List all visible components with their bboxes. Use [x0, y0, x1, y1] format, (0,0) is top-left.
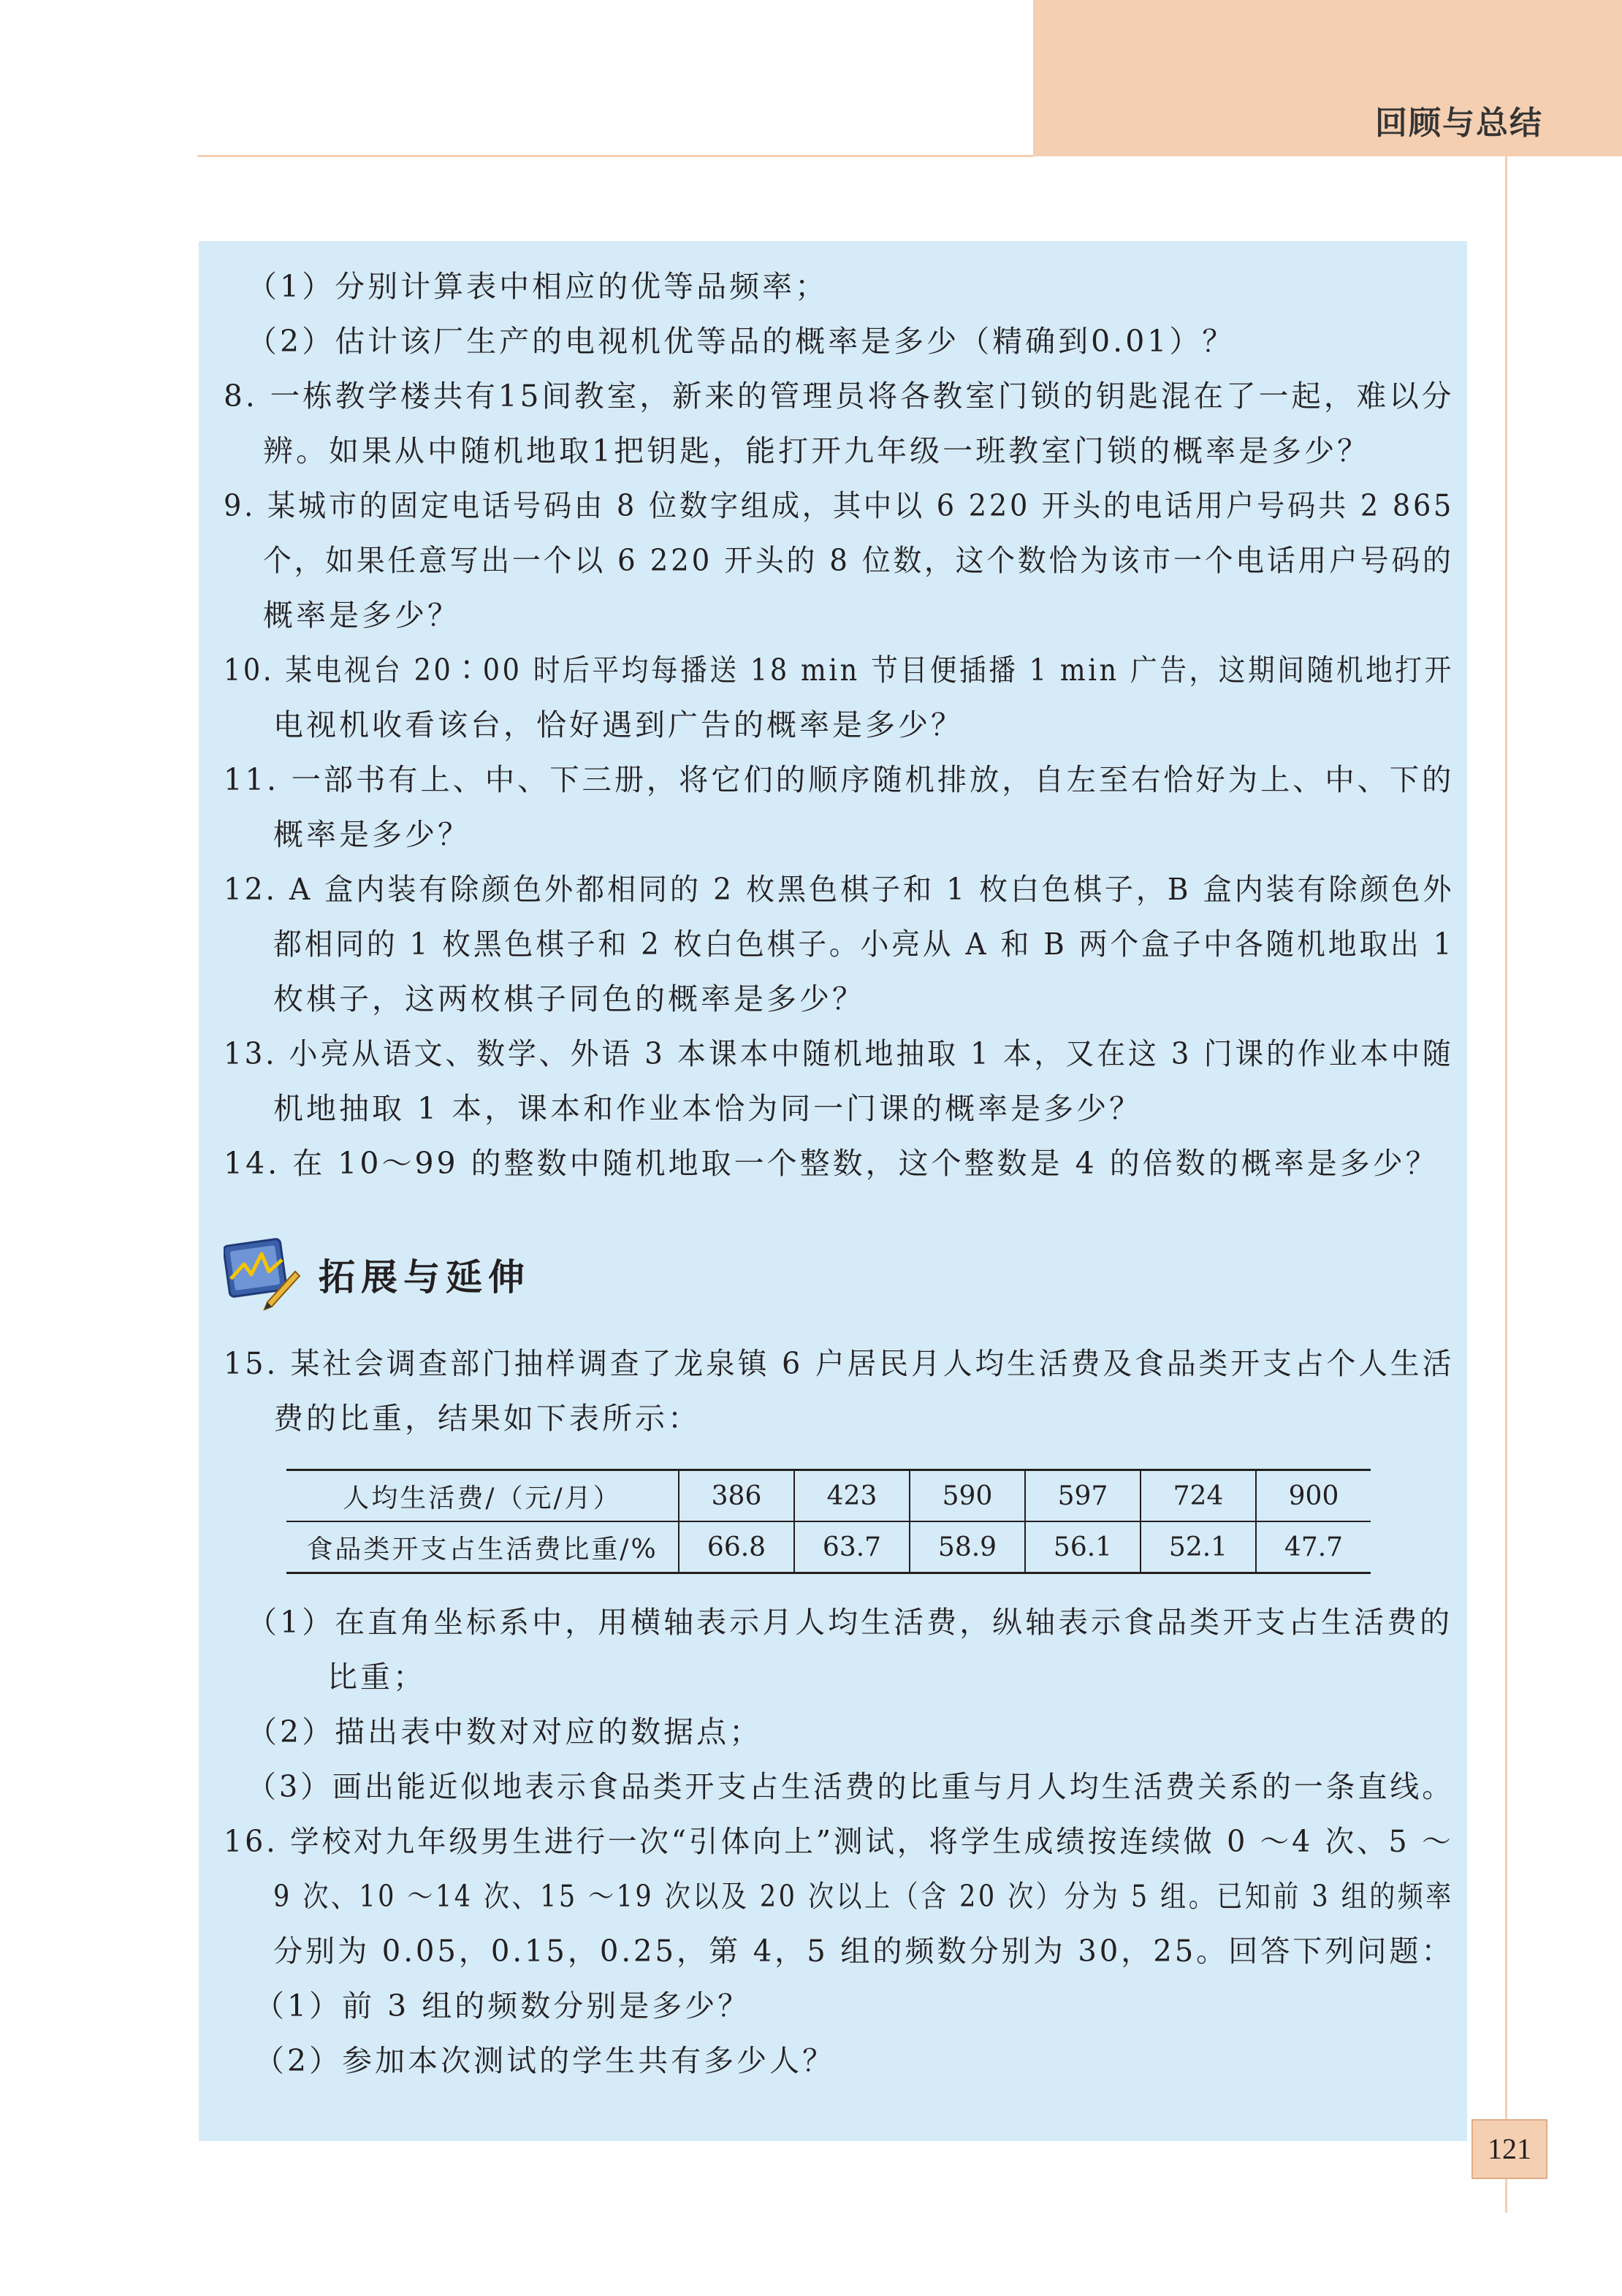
- text-line: （1）前 3 组的频数分别是多少？: [254, 1988, 751, 2023]
- data-table: [286, 1469, 1371, 1574]
- text-line: 11. 一部书有上、中、下三册，将它们的顺序随机排放，自左至右恰好为上、中、下的: [224, 762, 1455, 797]
- text-line: 14. 在 10～99 的整数中随机地取一个整数，这个整数是 4 的倍数的概率是多少？: [224, 1146, 1439, 1181]
- table-row: [286, 1470, 1371, 1522]
- text-line: 个，如果任意写出一个以 6 220 开头的 8 位数，这个数恰为该市一个电话用户号码的: [263, 543, 1454, 578]
- section-title: 拓展与延伸: [319, 1255, 530, 1299]
- text-line: 分别为 0.05，0.15，0.25，第 4，5 组的频数分别为 30，25。回答下列问题：: [273, 1934, 1454, 1969]
- text-line: 10. 某电视台 20∶00 时后平均每播送 18 min 节目便插播 1 min 广告，这期间随机地打开: [224, 653, 1454, 688]
- text-line: 机地抽取 1 本，课本和作业本恰为同一门课的概率是多少？: [273, 1091, 1143, 1126]
- text-line: 16. 学校对九年级男生进行一次“引体向上”测试，将学生成绩按连续做 0 ～4 次、5 ～: [224, 1824, 1454, 1859]
- chart-pen-icon: [224, 1235, 304, 1315]
- text-line: 9. 某城市的固定电话号码由 8 位数字组成，其中以 6 220 开头的电话用户号码共 2 865: [224, 488, 1455, 523]
- text-line: 12. A 盒内装有除颜色外都相同的 2 枚黑色棋子和 1 枚白色棋子，B 盒内装有除颜色外: [224, 872, 1455, 907]
- table-cell: 724: [1141, 1470, 1256, 1522]
- text-line: 概率是多少？: [263, 598, 460, 633]
- text-line: 比重；: [327, 1660, 426, 1695]
- page-number: 121: [1471, 2119, 1547, 2179]
- text-line: （2）参加本次测试的学生共有多少人？: [254, 2043, 836, 2078]
- table-cell: 597: [1025, 1470, 1141, 1522]
- text-line: 枚棋子，这两枚棋子同色的概率是多少？: [273, 981, 865, 1016]
- text-line: 都相同的 1 枚黑色棋子和 2 枚白色棋子。小亮从 A 和 B 两个盒子中各随机地取出 1: [273, 927, 1455, 962]
- table-cell: 47.7: [1256, 1521, 1371, 1573]
- text-line: 13. 小亮从语文、数学、外语 3 本课本中随机地抽取 1 本，又在这 3 门课的作业本中随: [224, 1036, 1454, 1071]
- text-line: 费的比重，结果如下表所示：: [273, 1401, 701, 1436]
- table-cell: 52.1: [1141, 1521, 1256, 1573]
- text-line: （1）在直角坐标系中，用横轴表示月人均生活费，纵轴表示食品类开支占生活费的: [247, 1605, 1453, 1640]
- table-cell: 423: [794, 1470, 910, 1522]
- text-line: 8. 一栋教学楼共有15间教室，新来的管理员将各教室门锁的钥匙混在了一起，难以分: [224, 379, 1455, 414]
- table-cell: 590: [910, 1470, 1025, 1522]
- header-rule: [197, 155, 1033, 157]
- table-cell: 63.7: [794, 1521, 910, 1573]
- text-line: 9 次、10 ～14 次、15 ～19 次以及 20 次以上（含 20 次）分为 5 组。已知前 3 组的频率: [273, 1879, 1454, 1914]
- table-row-header: 人均生活费/（元/月）: [286, 1470, 679, 1522]
- table-row-header: 食品类开支占生活费比重/%: [286, 1521, 679, 1573]
- table-cell: 900: [1256, 1470, 1371, 1522]
- side-rule: [1505, 156, 1507, 2213]
- text-line: （2）估计该厂生产的电视机优等品的概率是多少（精确到0.01）？: [247, 324, 1235, 359]
- text-line: 15. 某社会调查部门抽样调查了龙泉镇 6 户居民月人均生活费及食品类开支占个人生活: [224, 1346, 1455, 1381]
- text-line: （3）画出能近似地表示食品类开支占生活费的比重与月人均生活费关系的一条直线。: [247, 1769, 1455, 1804]
- text-line: （2）描出表中数对对应的数据点；: [247, 1714, 763, 1749]
- text-line: 电视机收看该台，恰好遇到广告的概率是多少？: [273, 707, 964, 742]
- table-row: [286, 1521, 1371, 1573]
- table-cell: 386: [679, 1470, 794, 1522]
- text-line: 概率是多少？: [273, 817, 471, 852]
- page-header-title: 回顾与总结: [1375, 104, 1543, 142]
- table-cell: 56.1: [1025, 1521, 1141, 1573]
- table-cell: 58.9: [910, 1521, 1025, 1573]
- table-cell: 66.8: [679, 1521, 794, 1573]
- text-line: 辨。如果从中随机地取1把钥匙，能打开九年级一班教室门锁的概率是多少？: [263, 433, 1371, 468]
- text-line: （1）分别计算表中相应的优等品频率；: [247, 269, 829, 304]
